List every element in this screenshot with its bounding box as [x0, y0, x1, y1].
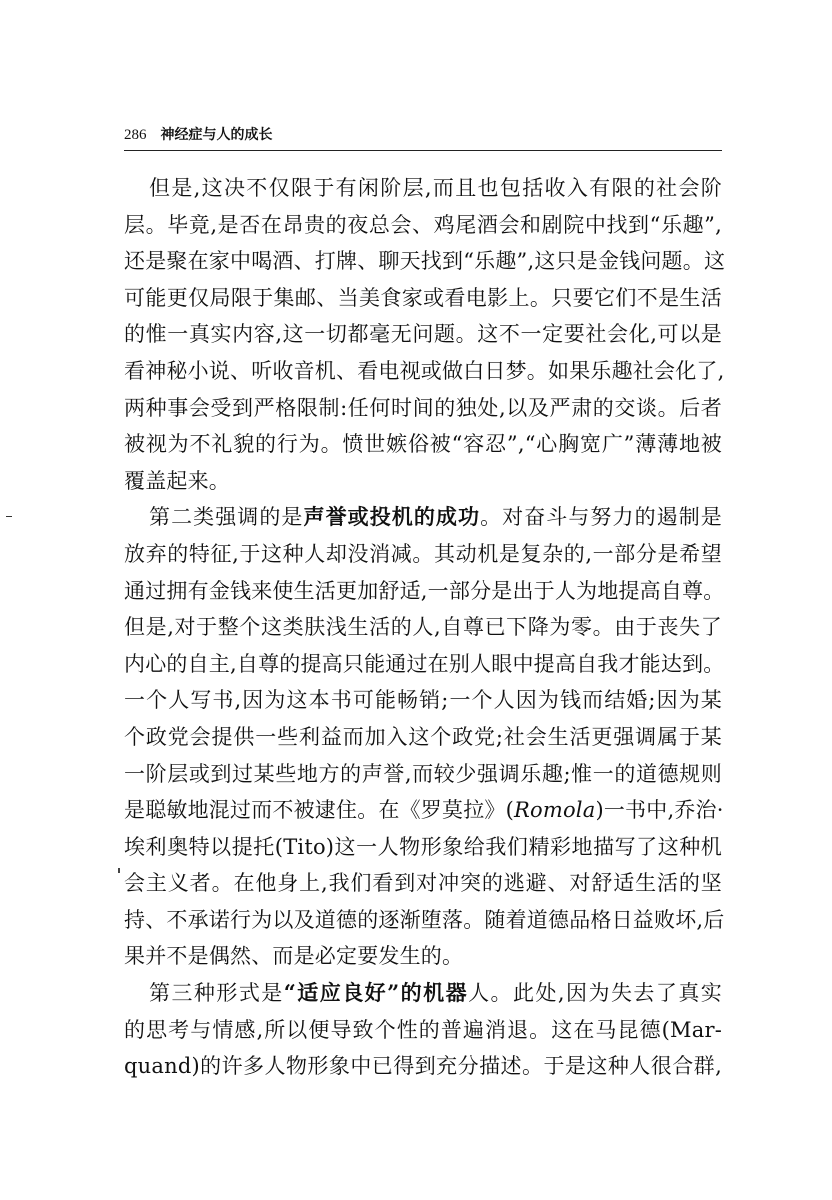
text-line: 但是,对于整个这类肤浅生活的人,自尊已下降为零。由于丧失了	[124, 615, 722, 640]
paragraph-1	[124, 170, 726, 499]
text-line-with-italic: 是聪敏地混过而不被逮住。在《罗莫拉》(Romola)一书中,乔治·	[124, 798, 724, 823]
text-line: 通过拥有金钱来使生活更加舒适,一部分是出于人为地提高自尊。	[124, 578, 725, 603]
bold-phrase: 声誉或投机的成功	[303, 504, 481, 530]
text-line: 会主义者。在他身上,我们看到对冲突的逃避、对舒适生活的坚	[124, 871, 722, 896]
text-line: 被视为不礼貌的行为。愤世嫉俗被“容忍”,“心胸宽广”薄薄地被	[124, 432, 722, 457]
text-line: 的惟一真实内容,这一切都毫无问题。这不一定要社会化,可以是	[124, 322, 722, 347]
text-line: 持、不承诺行为以及道德的逐渐堕落。随着道德品格日益败坏,后	[124, 907, 725, 932]
running-title: 神经症与人的成长	[160, 127, 273, 143]
paragraph-3	[124, 975, 722, 1085]
text-line: 埃利奥特以提托(Tito)这一人物形象给我们精彩地描写了这种机	[124, 834, 722, 859]
text-line: 可能更仅局限于集邮、当美食家或看电影上。只要它们不是生活	[124, 285, 722, 310]
text-line: 还是聚在家中喝酒、打牌、聊天找到“乐趣”,这只是金钱问题。这	[124, 249, 726, 274]
text-line: 看神秘小说、听收音机、看电视或做白日梦。如果乐趣社会化了,	[124, 358, 725, 383]
text-line: 一个人写书,因为这本书可能畅销;一个人因为钱而结婚;因为某	[124, 688, 722, 713]
text-line: 放弃的特征,于这种人却没消减。其动机是复杂的,一部分是希望	[124, 541, 722, 566]
bold-phrase: “适应良好”的机器	[283, 980, 469, 1006]
margin-mark	[118, 868, 120, 873]
text-line: 覆盖起来。	[124, 468, 230, 493]
text-line-with-bold: 第二类强调的是声誉或投机的成功。对奋斗与努力的遏制是	[149, 504, 722, 530]
text-line: 的思考与情感,所以便导致个性的普遍消退。这在马昆德(Mar-	[124, 1017, 722, 1042]
text-line: quand)的许多人物形象中已得到充分描述。于是这种人很合群,	[124, 1054, 722, 1079]
page-number: 286	[124, 127, 147, 143]
text-line: 层。毕竟,是否在昂贵的夜总会、鸡尾酒会和剧院中找到“乐趣”,	[124, 212, 722, 237]
margin-mark	[6, 516, 12, 517]
body-text	[124, 170, 726, 1085]
text-line: 两种事会受到严格限制:任何时间的独处,以及严肃的交谈。后者	[124, 395, 722, 420]
text-line: 内心的自主,自尊的提高只能通过在别人眼中提高自我才能达到。	[124, 651, 725, 676]
text-line: 但是,这决不仅限于有闲阶层,而且也包括收入有限的社会阶	[149, 176, 722, 200]
text-line: 果并不是偶然、而是必定要发生的。	[124, 944, 464, 969]
text-line: 一阶层或到过某些地方的声誉,而较少强调乐趣;惟一的道德规则	[124, 761, 722, 786]
italic-title: Romola	[514, 798, 596, 823]
text-line: 个政党会提供一些利益而加入这个政党;社会生活更强调属于某	[124, 724, 722, 749]
paragraph-2	[124, 499, 725, 975]
text-line-with-bold: 第三种形式是“适应良好”的机器人。此处,因为失去了真实	[149, 980, 722, 1006]
page-header	[124, 122, 722, 151]
